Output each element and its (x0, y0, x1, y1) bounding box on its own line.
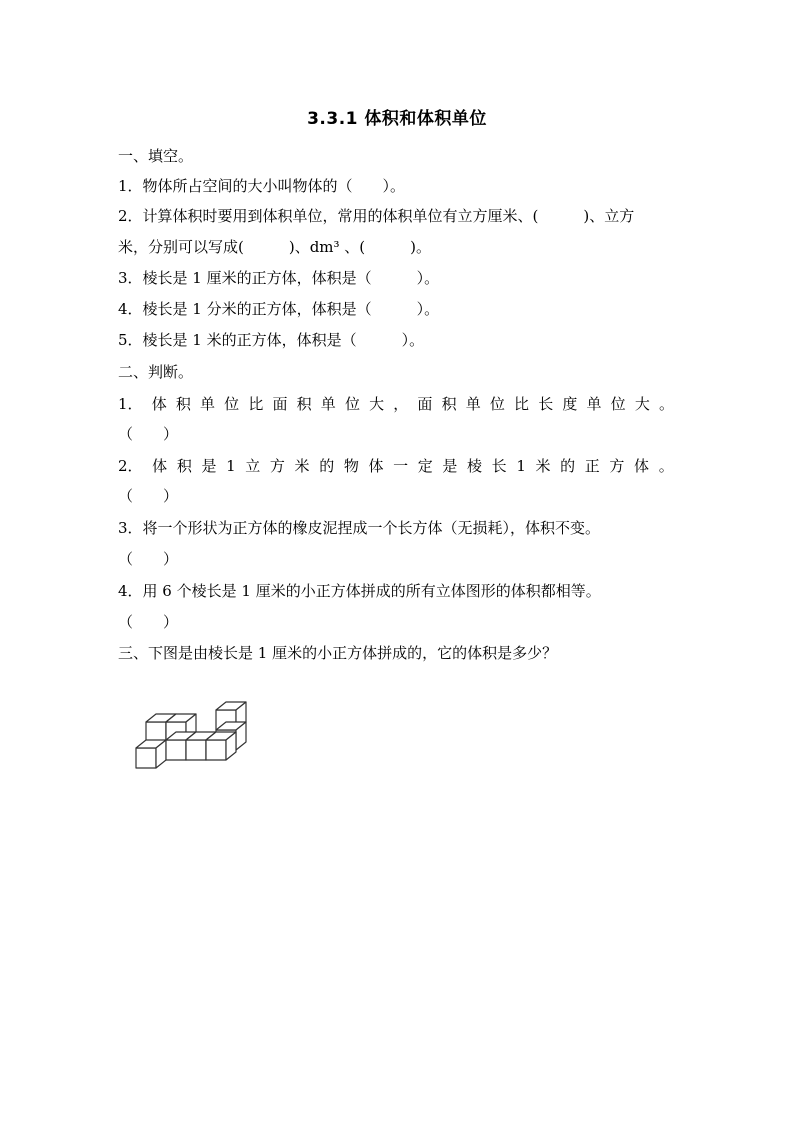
judge-q1-char: 位 (344, 395, 360, 413)
judge-q1-char: 积 (441, 395, 457, 413)
stacked-cubes-figure (118, 692, 268, 782)
judge-q1-char: 位 (489, 395, 505, 413)
judge-question-1 (118, 394, 674, 414)
page-title: 3.3.1 体积和体积单位 (307, 109, 487, 129)
judge-question-2-paren: （ ） (118, 487, 179, 505)
judge-q1-char: 位 (224, 395, 240, 413)
judge-q2-char: 体 (152, 457, 168, 475)
judge-q1-char: 积 (175, 395, 191, 413)
judge-q2-char: 2． (118, 457, 143, 475)
judge-q1-char: 单 (586, 395, 602, 413)
judge-q1-char: 面 (417, 395, 433, 413)
judge-q1-char: 大 (634, 395, 650, 413)
fill-question-1: 1．物体所占空间的大小叫物体的（ ）。 (118, 177, 406, 195)
judge-q2-char: 体 (634, 457, 650, 475)
judge-q2-char: 1 (226, 457, 236, 475)
fill-question-5: 5．棱长是 1 米的正方体，体积是（ ）。 (118, 331, 425, 349)
judge-question-4-paren: （ ） (118, 613, 179, 631)
judge-q2-char: 是 (201, 457, 217, 475)
cube-front-face (186, 740, 206, 760)
judge-q2-char: 的 (319, 457, 335, 475)
cubes-icon (118, 692, 268, 782)
judge-q2-char: 立 (245, 457, 261, 475)
judge-q2-char: 物 (343, 457, 359, 475)
judge-q2-char: 方 (269, 457, 285, 475)
judge-question-3-paren: （ ） (118, 550, 179, 568)
cube-front-face (206, 740, 226, 760)
judge-question-3: 3．将一个形状为正方体的橡皮泥捏成一个长方体（无损耗），体积不变。 (118, 519, 601, 537)
fill-question-2-line1: 2．计算体积时要用到体积单位，常用的体积单位有立方厘米、( )、立方 (118, 207, 635, 225)
judge-q1-char: 比 (248, 395, 264, 413)
section2-heading: 二、判断。 (118, 363, 194, 381)
judge-q2-char: 是 (442, 457, 458, 475)
judge-q1-char: 积 (296, 395, 312, 413)
judge-q1-char: 单 (465, 395, 481, 413)
judge-q1-char: 单 (320, 395, 336, 413)
judge-q2-char: 1 (516, 457, 526, 475)
judge-q1-char: 体 (151, 395, 167, 413)
judge-q1-char: 面 (272, 395, 288, 413)
judge-q1-char: 大 (369, 395, 385, 413)
judge-q2-char: 积 (176, 457, 192, 475)
judge-q1-char: 1． (118, 395, 143, 413)
judge-q2-char: 米 (535, 457, 551, 475)
judge-q2-char: 体 (368, 457, 384, 475)
judge-q1-char: 长 (538, 395, 554, 413)
judge-q2-char: 正 (584, 457, 600, 475)
fill-question-4: 4．棱长是 1 分米的正方体，体积是（ ）。 (118, 300, 440, 318)
judge-q1-char: 单 (200, 395, 216, 413)
judge-q1-char: 度 (562, 395, 578, 413)
judge-q2-char: 方 (609, 457, 625, 475)
section3-heading: 三、下图是由棱长是 1 厘米的小正方体拼成的，它的体积是多少？ (118, 644, 558, 662)
judge-q2-char: 米 (294, 457, 310, 475)
judge-question-4: 4．用 6 个棱长是 1 厘米的小正方体拼成的所有立体图形的体积都相等。 (118, 582, 601, 600)
cube-front-face (146, 722, 166, 742)
judge-q2-char: 棱 (467, 457, 483, 475)
judge-q2-char: 。 (658, 457, 674, 475)
judge-q1-char: 比 (514, 395, 530, 413)
cube-front-face (166, 740, 186, 760)
fill-question-2-line2: 米，分别可以写成( )、dm³ 、( )。 (118, 238, 432, 256)
cube-front-face (136, 748, 156, 768)
judge-q2-char: 定 (417, 457, 433, 475)
judge-question-2 (118, 456, 674, 476)
judge-q1-char: 位 (610, 395, 626, 413)
judge-q2-char: 的 (560, 457, 576, 475)
judge-q2-char: 长 (491, 457, 507, 475)
judge-q1-char: ， (393, 395, 409, 413)
judge-q2-char: 一 (393, 457, 409, 475)
judge-question-1-paren: （ ） (118, 425, 179, 443)
fill-question-3: 3．棱长是 1 厘米的正方体，体积是（ ）。 (118, 269, 440, 287)
section1-heading: 一、填空。 (118, 147, 194, 165)
judge-q1-char: 。 (658, 395, 674, 413)
